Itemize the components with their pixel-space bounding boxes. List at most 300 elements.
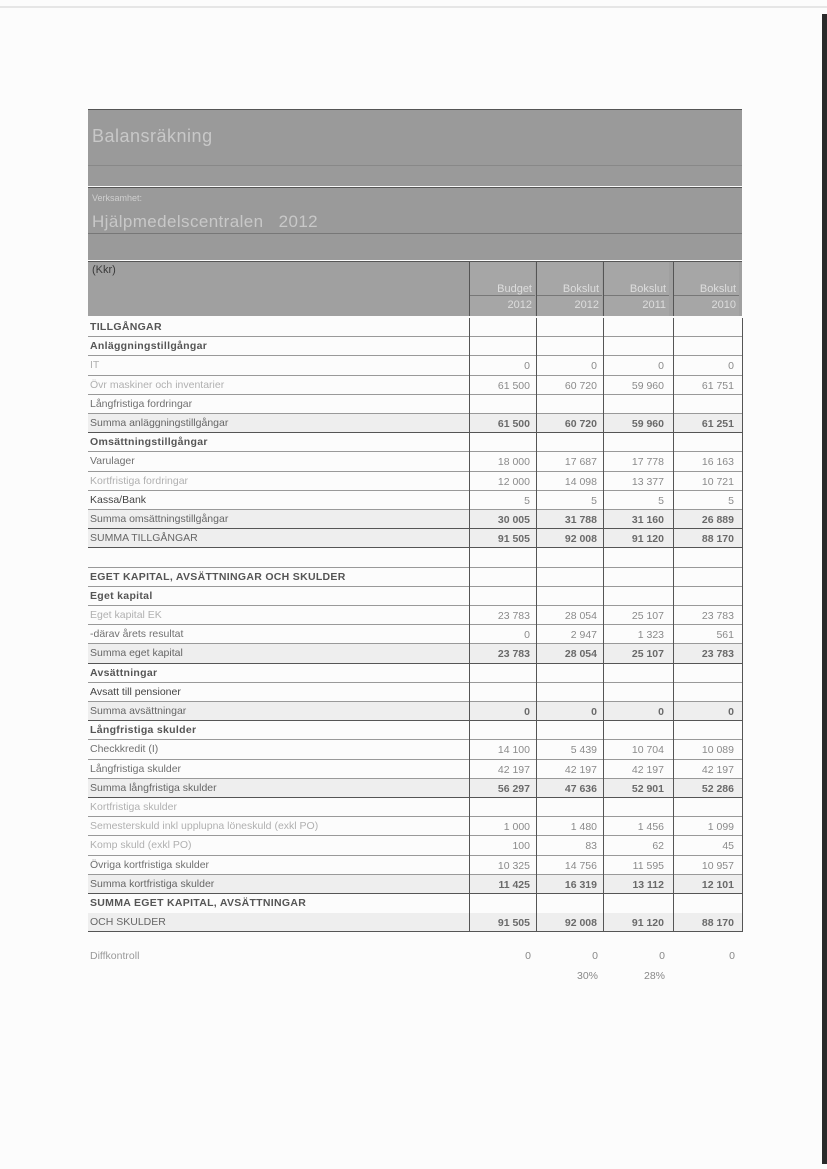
- value-cell: [469, 529, 534, 548]
- value-cell: [603, 683, 668, 702]
- cell-value: 0: [524, 360, 530, 373]
- table-row: [88, 529, 742, 548]
- value-cell: [536, 452, 601, 471]
- value-cell: [469, 721, 534, 740]
- table-row: [88, 721, 742, 740]
- value-cell: [536, 606, 601, 625]
- table-row: [88, 913, 742, 932]
- value-cell: [469, 740, 534, 759]
- row-label: IT: [90, 359, 100, 372]
- value-cell: [603, 644, 668, 663]
- cell-value: 17 687: [564, 456, 597, 469]
- cell-value: 1 000: [503, 821, 530, 834]
- value-cell: [603, 836, 668, 855]
- row-label: -därav årets resultat: [90, 628, 184, 641]
- column-rule: [603, 318, 604, 932]
- value-cell: [536, 836, 601, 855]
- value-cell: [603, 856, 668, 875]
- cell-value: 47 636: [564, 782, 597, 795]
- cell-value: 10 704: [631, 744, 664, 757]
- value-cell: [536, 760, 601, 779]
- value-cell: [673, 779, 738, 798]
- value-cell: [603, 913, 668, 932]
- value-cell: [603, 875, 668, 894]
- value-cell: [536, 683, 601, 702]
- row-label: Summa avsättningar: [90, 705, 187, 717]
- cell-value: 0: [524, 629, 530, 642]
- value-cell: [536, 721, 601, 740]
- row-label: Avsättningar: [90, 666, 158, 679]
- value-cell: [603, 798, 668, 817]
- value-cell: [603, 548, 668, 567]
- column-header-top: Bokslut: [562, 283, 599, 295]
- value-cell: [673, 817, 738, 836]
- value-cell: [469, 644, 534, 663]
- percent-value: 30%: [576, 970, 598, 982]
- value-cell: [536, 568, 601, 587]
- cell-value: 23 783: [497, 648, 530, 661]
- table-row: [88, 356, 742, 375]
- row-label: Anläggningstillgångar: [90, 340, 208, 353]
- table-row: [88, 894, 742, 913]
- cell-value: 16 163: [701, 456, 734, 469]
- cell-value: 2 947: [570, 629, 597, 642]
- cell-value: 28 054: [564, 610, 597, 622]
- value-cell: [673, 548, 738, 567]
- value-cell: [469, 491, 534, 510]
- value-cell: [603, 625, 668, 644]
- value-cell: [673, 740, 738, 759]
- value-cell: [536, 356, 601, 375]
- cell-value: 16 319: [564, 878, 597, 891]
- value-cell: [603, 337, 668, 356]
- value-cell: [469, 664, 534, 683]
- value-cell: [603, 510, 668, 529]
- value-cell: [673, 510, 738, 529]
- cell-value: 10 957: [701, 859, 734, 872]
- rule: [88, 165, 742, 166]
- value-cell: [469, 510, 534, 529]
- value-cell: [603, 721, 668, 740]
- row-label: OCH SKULDER: [90, 916, 166, 929]
- row-label: Kortfristiga skulder: [90, 801, 177, 813]
- cell-value: 23 783: [701, 610, 734, 622]
- row-label: EGET KAPITAL, AVSÄTTNINGAR OCH SKULDER: [90, 570, 346, 583]
- cell-value: 52 901: [631, 782, 664, 795]
- cell-value: 17 778: [631, 456, 664, 469]
- value-cell: [603, 414, 668, 433]
- cell-value: 10 325: [497, 859, 530, 872]
- table-row: [88, 606, 742, 625]
- title-band: [88, 110, 742, 186]
- value-cell: [469, 472, 534, 491]
- cell-value: 1 456: [637, 821, 664, 834]
- column-rule: [536, 318, 537, 932]
- cell-value: 91 505: [497, 533, 530, 546]
- cell-value: 25 107: [631, 648, 664, 661]
- cell-value: 28 054: [564, 648, 597, 661]
- row-label: Eget kapital EK: [90, 609, 162, 621]
- cell-value: 0: [728, 706, 734, 718]
- value-cell: [673, 798, 738, 817]
- table-row: [88, 472, 742, 491]
- cell-value: 14 100: [497, 744, 530, 757]
- value-cell: [673, 337, 738, 356]
- value-cell: [673, 414, 738, 433]
- cell-value: 11 425: [498, 878, 530, 891]
- cell-value: 18 000: [497, 456, 530, 469]
- cell-value: 91 120: [631, 917, 664, 930]
- value-cell: [603, 376, 668, 395]
- cell-value: 0: [728, 360, 734, 373]
- value-cell: [536, 856, 601, 875]
- row-label: Långfristiga skulder: [90, 762, 182, 775]
- table-row: [88, 817, 742, 836]
- value-cell: [469, 318, 534, 337]
- value-cell: [673, 491, 738, 510]
- table-row: [88, 625, 742, 644]
- value-cell: [603, 587, 668, 606]
- cell-value: 45: [722, 840, 734, 853]
- value-cell: [536, 510, 601, 529]
- cell-value: 5 439: [570, 744, 597, 757]
- cell-value: 31 160: [631, 514, 664, 526]
- cell-value: 30 005: [497, 514, 530, 526]
- value-cell: [469, 836, 534, 855]
- table-row: [88, 702, 742, 721]
- cell-value: 11 595: [632, 859, 664, 872]
- row-label: Summa anläggningstillgångar: [90, 417, 229, 429]
- cell-value: 91 120: [631, 533, 664, 546]
- value-cell: [536, 702, 601, 721]
- cell-value: 59 960: [631, 418, 664, 430]
- cell-value: 561: [716, 629, 734, 642]
- cell-value: 26 889: [701, 514, 734, 526]
- value-cell: [536, 779, 601, 798]
- cell-value: 88 170: [701, 533, 734, 546]
- cell-value: 61 500: [497, 379, 530, 392]
- table-row: [88, 740, 742, 759]
- table-row: [88, 452, 742, 471]
- cell-value: 10 721: [701, 475, 734, 488]
- table-row: [88, 510, 742, 529]
- value-cell: [603, 433, 668, 452]
- column-header-year: 2011: [642, 299, 666, 311]
- table-row: [88, 491, 742, 510]
- row-label: Eget kapital: [90, 589, 153, 602]
- column-header-divider: [674, 295, 739, 296]
- cell-value: 5: [591, 494, 597, 507]
- value-cell: [673, 913, 738, 932]
- table-row: [88, 644, 742, 663]
- value-cell: [603, 568, 668, 587]
- value-cell: [469, 817, 534, 836]
- value-cell: [603, 491, 668, 510]
- value-cell: [603, 318, 668, 337]
- cell-value: 92 008: [564, 533, 597, 546]
- value-cell: [469, 683, 534, 702]
- cell-value: 83: [585, 840, 597, 853]
- value-cell: [603, 606, 668, 625]
- row-label: Avsatt till pensioner: [90, 685, 181, 698]
- row-rule: [88, 931, 742, 932]
- column-header: [603, 262, 669, 316]
- value-cell: [469, 568, 534, 587]
- cell-value: 14 098: [564, 475, 597, 488]
- cell-value: 62: [652, 840, 664, 853]
- table-row: [88, 414, 742, 433]
- value-cell: [469, 894, 534, 913]
- cell-value: 12 000: [497, 475, 530, 488]
- value-cell: [603, 472, 668, 491]
- table-row: [88, 798, 742, 817]
- value-cell: [536, 548, 601, 567]
- table-row: [88, 856, 742, 875]
- row-label: TILLGÅNGAR: [90, 321, 162, 333]
- value-cell: [603, 529, 668, 548]
- value-cell: [536, 798, 601, 817]
- cell-value: 61 251: [701, 418, 734, 430]
- value-cell: [536, 644, 601, 663]
- value-cell: [469, 760, 534, 779]
- cell-value: 61 751: [701, 379, 734, 392]
- value-cell: [536, 875, 601, 894]
- table-row: [88, 587, 742, 606]
- value-cell: [603, 740, 668, 759]
- cell-value: 5: [524, 494, 530, 507]
- value-cell: [536, 740, 601, 759]
- value-cell: [469, 414, 534, 433]
- value-cell: [469, 395, 534, 414]
- value-cell: [673, 664, 738, 683]
- column-header-year: 2012: [574, 299, 599, 311]
- cell-value: 42 197: [631, 763, 664, 776]
- value-cell: [536, 318, 601, 337]
- cell-value: 88 170: [701, 917, 734, 930]
- table-row: [88, 337, 742, 356]
- cell-value: 0: [591, 706, 597, 718]
- diffkontroll-value: 0: [729, 950, 735, 962]
- value-cell: [536, 395, 601, 414]
- value-cell: [536, 894, 601, 913]
- cell-value: 0: [591, 360, 597, 373]
- value-cell: [469, 606, 534, 625]
- cell-value: 42 197: [564, 763, 597, 776]
- unit-year: 2012: [278, 212, 319, 231]
- value-cell: [603, 760, 668, 779]
- value-cell: [673, 875, 738, 894]
- value-cell: [536, 433, 601, 452]
- column-header-year: 2010: [711, 299, 736, 311]
- value-cell: [673, 433, 738, 452]
- value-cell: [673, 395, 738, 414]
- value-cell: [469, 433, 534, 452]
- row-label: Varulager: [90, 455, 135, 468]
- cell-value: 23 783: [701, 648, 734, 661]
- row-label: Kassa/Bank: [90, 493, 147, 506]
- row-label: Övriga kortfristiga skulder: [90, 858, 210, 871]
- table-row: [88, 683, 742, 702]
- value-cell: [673, 721, 738, 740]
- column-header: [673, 262, 739, 316]
- value-cell: [536, 337, 601, 356]
- column-rule: [469, 318, 470, 932]
- table-row: [88, 568, 742, 587]
- column-rule: [742, 318, 743, 932]
- diffkontroll-label: Diffkontroll: [90, 950, 140, 962]
- value-cell: [469, 337, 534, 356]
- page-title: Balansräkning: [92, 126, 213, 146]
- value-cell: [673, 376, 738, 395]
- value-cell: [603, 779, 668, 798]
- value-cell: [603, 702, 668, 721]
- rule: [88, 109, 742, 110]
- value-cell: [673, 702, 738, 721]
- row-label: Långfristiga skulder: [90, 724, 197, 737]
- row-label: Summa kortfristiga skulder: [90, 877, 215, 890]
- cell-value: 10 089: [701, 744, 734, 757]
- diffkontroll-value: 0: [659, 950, 665, 962]
- value-cell: [469, 548, 534, 567]
- value-cell: [673, 529, 738, 548]
- value-cell: [536, 625, 601, 644]
- row-label: SUMMA TILLGÅNGAR: [90, 532, 198, 545]
- cell-value: 0: [658, 706, 664, 718]
- column-header-divider: [470, 295, 535, 296]
- cell-value: 100: [512, 840, 530, 853]
- cell-value: 60 720: [564, 379, 597, 392]
- cell-value: 1 099: [707, 821, 734, 834]
- value-cell: [673, 625, 738, 644]
- cell-value: 59 960: [631, 379, 664, 392]
- rule: [88, 233, 742, 234]
- value-cell: [673, 356, 738, 375]
- cell-value: 52 286: [701, 782, 734, 795]
- value-cell: [469, 856, 534, 875]
- value-cell: [673, 587, 738, 606]
- value-cell: [536, 491, 601, 510]
- value-cell: [603, 395, 668, 414]
- value-cell: [469, 376, 534, 395]
- value-cell: [469, 913, 534, 932]
- column-header-year: 2012: [507, 299, 532, 311]
- row-label: SUMMA EGET KAPITAL, AVSÄTTNINGAR: [90, 897, 307, 909]
- value-cell: [469, 702, 534, 721]
- value-cell: [603, 452, 668, 471]
- table-row: [88, 433, 742, 452]
- unit-name: [92, 212, 318, 232]
- value-cell: [603, 894, 668, 913]
- cell-value: 60 720: [564, 418, 597, 430]
- value-cell: [536, 587, 601, 606]
- value-cell: [673, 606, 738, 625]
- value-cell: [673, 472, 738, 491]
- verksamhet-label: Verksamhet:: [92, 193, 143, 203]
- value-cell: [673, 318, 738, 337]
- value-cell: [469, 625, 534, 644]
- row-label: Summa eget kapital: [90, 647, 183, 660]
- table-row: [88, 779, 742, 798]
- value-cell: [603, 817, 668, 836]
- cell-value: 12 101: [701, 878, 734, 891]
- row-label: Omsättningstillgångar: [90, 436, 208, 449]
- table-row: [88, 875, 742, 894]
- row-label: Summa långfristiga skulder: [90, 781, 217, 794]
- column-rule: [673, 318, 674, 932]
- value-cell: [469, 779, 534, 798]
- value-cell: [536, 817, 601, 836]
- cell-value: 1 480: [570, 821, 597, 834]
- cell-value: 5: [658, 494, 664, 507]
- value-cell: [469, 452, 534, 471]
- value-cell: [469, 875, 534, 894]
- value-cell: [673, 683, 738, 702]
- cell-value: 92 008: [564, 917, 597, 930]
- value-cell: [469, 587, 534, 606]
- percent-value: 28%: [643, 970, 665, 982]
- row-label: Checkkredit (I): [90, 743, 159, 756]
- cell-value: 23 783: [497, 610, 530, 622]
- value-cell: [603, 664, 668, 683]
- rule: [88, 187, 742, 188]
- table-row: [88, 395, 742, 414]
- cell-value: 91 505: [497, 917, 530, 930]
- column-header-top: Bokslut: [629, 283, 666, 295]
- cell-value: 13 112: [632, 878, 664, 891]
- scan-edge-right: [822, 14, 827, 1164]
- value-cell: [536, 414, 601, 433]
- cell-value: 0: [524, 706, 530, 718]
- value-cell: [469, 356, 534, 375]
- cell-value: 42 197: [701, 763, 734, 776]
- value-cell: [673, 836, 738, 855]
- unit-label: (Kkr): [92, 264, 116, 276]
- column-header: [536, 262, 602, 316]
- row-label: Långfristiga fordringar: [90, 397, 193, 410]
- value-cell: [673, 568, 738, 587]
- value-cell: [673, 760, 738, 779]
- column-header-top: Budget: [497, 283, 532, 295]
- row-label: Summa omsättningstillgångar: [90, 513, 229, 525]
- column-header-top: Bokslut: [699, 283, 736, 295]
- value-cell: [673, 894, 738, 913]
- table-row: [88, 664, 742, 683]
- row-label: Semesterskuld inkl upplupna löneskuld (exkl PO): [90, 820, 319, 833]
- cell-value: 42 197: [497, 763, 530, 776]
- value-cell: [673, 452, 738, 471]
- column-header-divider: [604, 295, 669, 296]
- unit-name-text: Hjälpmedelscentralen: [92, 212, 264, 231]
- value-cell: [673, 856, 738, 875]
- cell-value: 31 788: [564, 514, 597, 526]
- cell-value: 56 297: [497, 782, 530, 795]
- value-cell: [673, 644, 738, 663]
- value-cell: [536, 913, 601, 932]
- scan-edge-top: [0, 6, 827, 8]
- table-row: [88, 548, 742, 567]
- table-row: [88, 836, 742, 855]
- row-label: Kortfristiga fordringar: [90, 474, 189, 487]
- cell-value: 25 107: [631, 610, 664, 622]
- diffkontroll-value: 0: [525, 950, 531, 962]
- row-label: Övr maskiner och inventarier: [90, 378, 225, 391]
- table-row: [88, 318, 742, 337]
- column-header: [469, 262, 535, 316]
- table-row: [88, 376, 742, 395]
- cell-value: 1 323: [637, 629, 664, 642]
- cell-value: 5: [728, 494, 734, 507]
- row-label: Komp skuld (exkl PO): [90, 839, 192, 852]
